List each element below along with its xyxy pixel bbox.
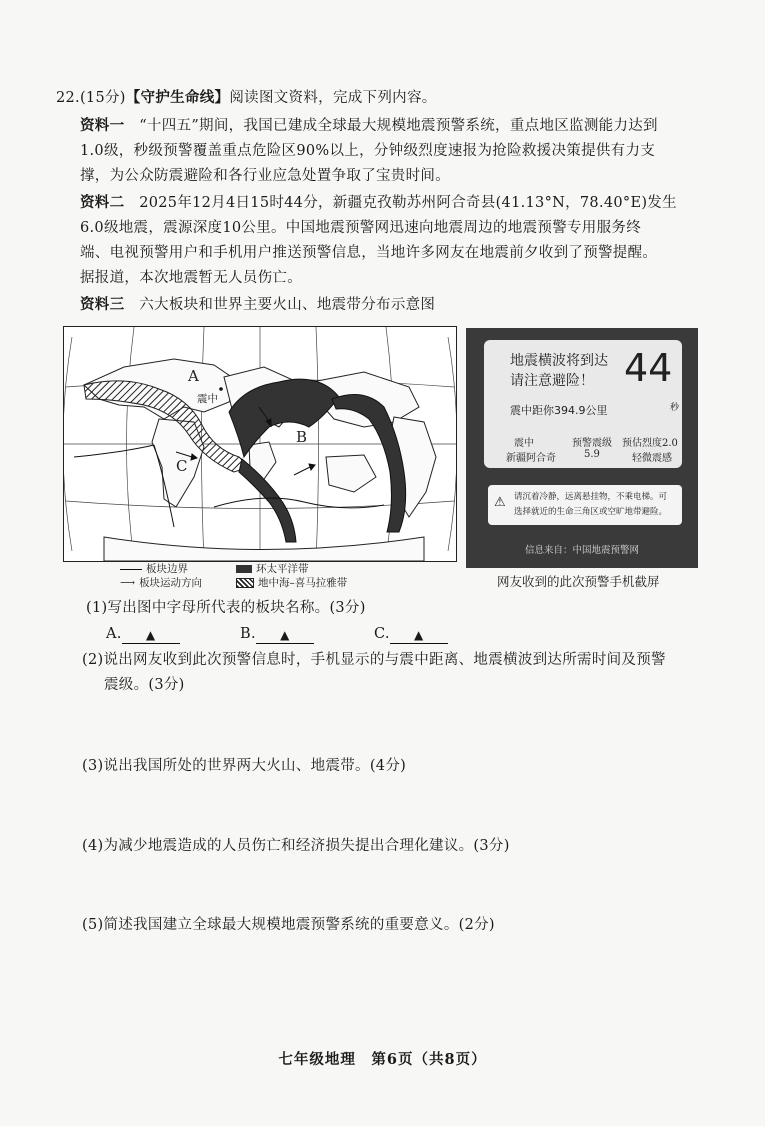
- map-label-b: B: [296, 428, 308, 446]
- legend-med-belt: [236, 576, 347, 590]
- question-title: 【守护生命线】: [125, 89, 230, 106]
- question-score: (15分): [79, 90, 126, 106]
- material1-line3: 撑，为公众防震避险和各行业应急处置争取了宝贵时间。: [80, 168, 450, 184]
- q1-text: (1)写出图中字母所代表的板块名称。(3分): [86, 600, 366, 616]
- warning-line-1: 请沉着冷静，远离悬挂物，不乘电梯。可: [514, 492, 668, 502]
- world-plates-map: [63, 326, 457, 562]
- triangle-icon: ▲: [280, 628, 290, 642]
- material1-line2: 1.0级，秒级预警覆盖重点危险区90%以上，分钟级烈度速报为抢险救援决策提供有力支: [80, 143, 656, 159]
- answer-blank-c[interactable]: [390, 625, 448, 644]
- q1-b-label: B.: [240, 626, 256, 642]
- material2-line1: [80, 193, 677, 213]
- boundary-line-icon: [120, 569, 142, 570]
- material3-text: 六大板块和世界主要火山、地震带分布示意图: [139, 297, 436, 313]
- material3-label: 资料三: [80, 296, 125, 313]
- legend-text-med: 地中海–喜马拉雅带: [258, 577, 348, 589]
- material2-text1: 2025年12月4日15时44分，新疆克孜勒苏州阿合奇县(41.13°N，78.40°E)发生: [139, 195, 677, 211]
- arrow-right-icon: ⟶: [120, 577, 136, 589]
- warning-line-2: 选择就近的生命三角区或空旷地带避险。: [514, 507, 668, 517]
- page-footer: 七年级地理 第6页（共8页）: [278, 1051, 487, 1068]
- answer-blank-b[interactable]: [256, 625, 314, 644]
- q4-text: (4)为减少地震造成的人员伤亡和经济损失提出合理化建议。(3分): [82, 838, 510, 854]
- triangle-icon: ▲: [145, 628, 156, 642]
- material3-line: [80, 295, 435, 315]
- dark-fill-icon: [236, 565, 252, 573]
- q1-answer-b: [240, 624, 314, 644]
- material2-line4: 据报道，本次地震暂无人员伤亡。: [80, 270, 302, 286]
- q1-c-label: C.: [374, 626, 390, 642]
- q2-line2: 震级。(3分): [104, 677, 185, 693]
- q3-text: (3)说出我国所处的世界两大火山、地震带。(4分): [82, 758, 407, 774]
- magnitude-head: 预警震级: [572, 438, 612, 449]
- legend-text-motion: 板块运动方向: [139, 577, 203, 589]
- phone-screenshot: [466, 328, 698, 568]
- intensity-head: 预估烈度2.0: [622, 438, 678, 449]
- alert-title-2: 请注意避险！: [510, 373, 594, 389]
- question-number: 22.: [56, 90, 80, 106]
- answer-blank-a[interactable]: [122, 625, 180, 644]
- map-graphic: [64, 327, 456, 561]
- legend-plate-boundary: [120, 562, 188, 576]
- map-label-a: A: [188, 367, 199, 385]
- alert-card: [484, 340, 682, 468]
- countdown-number: 44: [624, 346, 673, 390]
- epicenter-value: 新疆阿合奇: [506, 453, 556, 464]
- legend-text-pacific: 环太平洋带: [256, 563, 309, 575]
- legend-text-boundary: 板块边界: [146, 563, 188, 575]
- distance-text: 震中距你394.9公里: [510, 404, 608, 417]
- material1-label: 资料一: [80, 117, 125, 134]
- question-instruction: 阅读图文资料，完成下列内容。: [229, 90, 437, 106]
- magnitude-value: 5.9: [584, 449, 600, 460]
- warning-bar: [488, 485, 682, 525]
- hatched-fill-icon: [236, 578, 254, 588]
- triangle-icon: ▲: [414, 628, 424, 642]
- q1-a-label: A.: [106, 626, 122, 642]
- countdown-unit: 秒: [670, 403, 680, 413]
- material2-line3: 端、电视预警用户和手机用户推送预警信息，当地许多网友在地震前夕收到了预警提醒。: [80, 245, 658, 261]
- epicenter-head: 震中: [514, 438, 534, 449]
- epicenter-label: 震中: [197, 393, 218, 405]
- material2-label: 资料二: [80, 194, 125, 211]
- intensity-value: 轻微震感: [632, 453, 672, 464]
- q1-answer-a: [106, 624, 180, 644]
- q5-text: (5)简述我国建立全球最大规模地震预警系统的重要意义。(2分): [82, 917, 495, 933]
- legend-plate-motion: [120, 576, 202, 590]
- q2-line1: (2)说出网友收到此次预警信息时，手机显示的与震中距离、地震横波到达所需时间及预警: [82, 652, 666, 668]
- alert-title-1: 地震横波将到达: [510, 353, 608, 369]
- phone-caption: 网友收到的此次预警手机截屏: [497, 574, 660, 589]
- material2-line2: 6.0级地震，震源深度10公里。中国地震预警网迅速向地震周边的地震预警专用服务终: [80, 220, 642, 236]
- question-header: [56, 88, 437, 108]
- q1-answer-c: [374, 624, 448, 644]
- legend-pacific-belt: [236, 562, 309, 576]
- material1-line1: [80, 116, 658, 136]
- map-label-c: C: [176, 457, 188, 475]
- material1-text1: “十四五”期间，我国已建成全球最大规模地震预警系统，重点地区监测能力达到: [139, 118, 658, 134]
- info-source: 信息来自：中国地震预警网: [524, 545, 639, 556]
- warning-triangle-icon: ⚠: [494, 495, 506, 510]
